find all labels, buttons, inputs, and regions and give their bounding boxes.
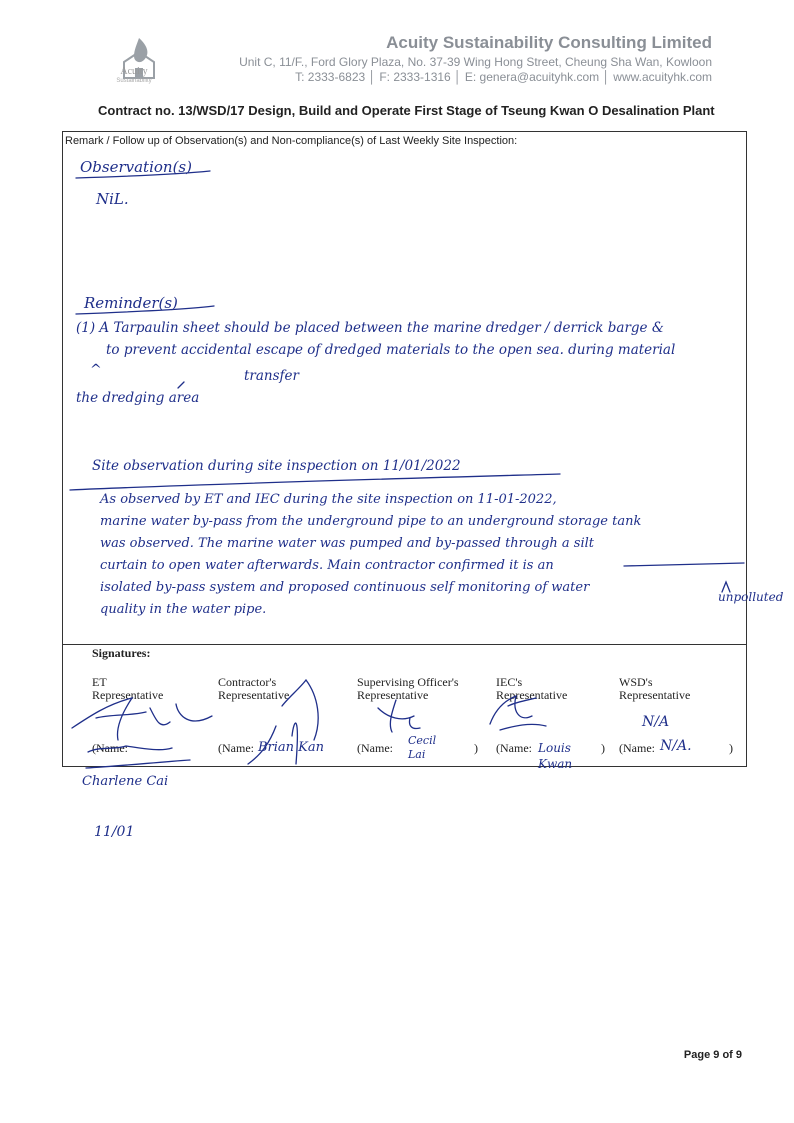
insert-caret-right [722, 582, 730, 592]
reminder-line-1: (1) A Tarpaulin sheet should be placed between the marine dredger / derrick barge & [76, 320, 664, 336]
et-role: ET Representative [92, 675, 164, 702]
company-address: Unit C, 11/F., Ford Glory Plaza, No. 37-39 Wing Hong Street, Cheung Sha Wan, Kowloon [239, 55, 712, 69]
site-line-4: curtain to open water afterwards. Main contractor confirmed it is an [100, 558, 554, 573]
et-handwritten-name: Charlene Cai [82, 774, 169, 789]
et-name-label: (Name: [92, 741, 128, 755]
wsd-name-label: (Name: [619, 741, 655, 755]
iec-close-paren: ) [601, 741, 605, 755]
observation-underline [76, 171, 210, 178]
site-line-2: marine water by-pass from the underground pipe to an underground storage tank [100, 514, 642, 529]
contractor-role: Contractor's Representative [218, 675, 290, 702]
so-role: Supervising Officer's Representative [357, 675, 459, 702]
site-line-6: quality in the water pipe. [100, 602, 267, 617]
so-handwritten-name: Cecil Lai [408, 734, 437, 761]
site-line-5: isolated by-pass system and proposed continuous self monitoring of water [100, 580, 590, 595]
page-number: Page 9 of 9 [683, 1049, 742, 1061]
remark-label: Remark / Follow up of Observation(s) and Non-compliance(s) of Last Weekly Site Inspection: [65, 135, 518, 147]
caret-mark: ^ [90, 362, 102, 378]
so-name-label: (Name: [357, 741, 393, 755]
observation-body: NiL. [96, 190, 129, 208]
site-insert-unpolluted: unpolluted [718, 590, 784, 604]
logo-text: Acuity [120, 66, 148, 77]
company-contact: T: 2333-6823 │ F: 2333-1316 │ E: genera@acuityhk.com │ www.acuityhk.com [295, 70, 712, 84]
et-signature [72, 698, 212, 740]
handwritten-date: 11/01 [94, 824, 135, 840]
iec-handwritten-name: Louis Kwan [538, 741, 573, 771]
logo-subtext: Sustainability [116, 78, 152, 84]
iec-role: IEC's Representative [496, 675, 568, 702]
reminder-insert-area: the dredging area [76, 390, 200, 406]
iec-name-label: (Name: [496, 741, 532, 755]
strike-uncontaminated [624, 563, 744, 566]
reminder-line-2: to prevent accidental escape of dredged materials to the open sea. during material [106, 342, 676, 358]
site-line-1: As observed by ET and IEC during the site inspection on 11-01-2022, [100, 492, 557, 507]
site-line-3: was observed. The marine water was pumped and by-passed through a silt [100, 536, 594, 551]
site-heading-underline [70, 474, 560, 490]
reminder-heading: Reminder(s) [84, 294, 178, 312]
iec-signature [490, 696, 546, 730]
reminder-underline [76, 306, 214, 314]
site-observation-heading: Site observation during site inspection on 11/01/2022 [92, 458, 461, 474]
wsd-close-paren: ) [729, 741, 733, 755]
contract-title: Contract no. 13/WSD/17 Design, Build and Operate First Stage of Tseung Kwan O Desalination Plant [98, 103, 715, 118]
et-signature-lower [86, 746, 190, 768]
strike-et [178, 382, 184, 388]
contractor-signature [248, 680, 318, 764]
observation-heading: Observation(s) [80, 158, 192, 176]
company-name: Acuity Sustainability Consulting Limited [386, 33, 712, 52]
so-close-paren: ) [474, 741, 478, 755]
signatures-title: Signatures: [92, 646, 151, 660]
contractor-handwritten-name: Brian Kan [258, 740, 325, 755]
wsd-na-mark: N/A [642, 714, 670, 730]
contractor-name-label: (Name: [218, 741, 254, 755]
so-signature [378, 700, 420, 732]
wsd-na-name: N/A. [660, 738, 692, 754]
wsd-role: WSD's Representative [619, 675, 691, 702]
reminder-insert-transfer: transfer [244, 368, 299, 384]
